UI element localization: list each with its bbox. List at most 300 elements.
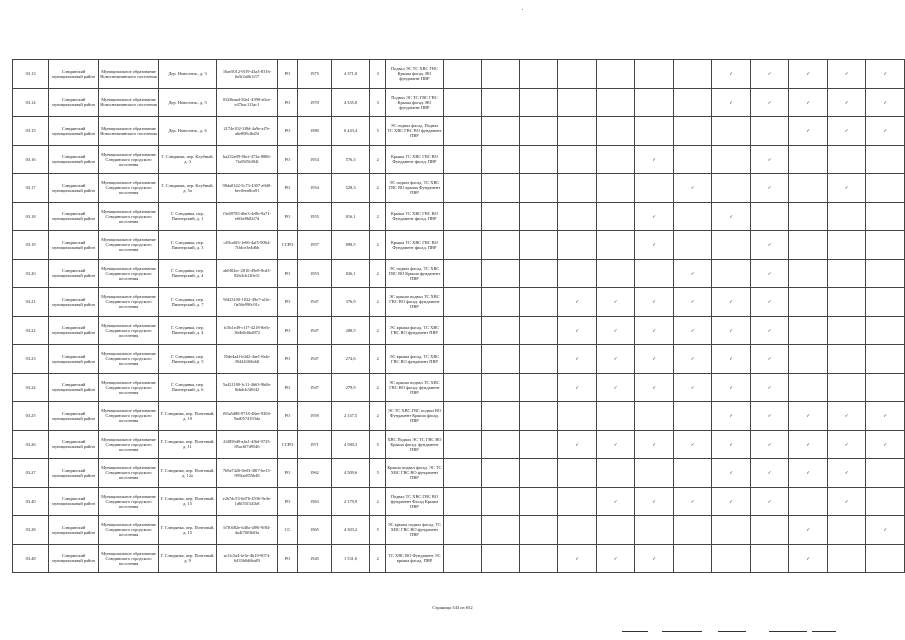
floors-cell: 3 <box>370 88 386 117</box>
empty-cell <box>443 202 481 231</box>
empty-cell <box>443 459 481 488</box>
check-mark-icon: ✓ <box>712 487 751 516</box>
check-mark-icon: ✓ <box>635 202 674 231</box>
check-mark-icon: ✓ <box>789 60 828 89</box>
empty-cell <box>827 316 866 345</box>
floors-cell: 2 <box>370 487 386 516</box>
check-mark-icon: ✓ <box>866 430 905 459</box>
empty-cell <box>827 373 866 402</box>
check-mark-icon: ✓ <box>789 544 828 573</box>
area-cell: 4 509,6 <box>332 459 370 488</box>
work-types-cell: ХВС Подвал ЭС ТС ГВС ВО Крыша фасад. фундамент ПВР <box>386 430 443 459</box>
row-code: 03.40 <box>13 487 49 516</box>
empty-cell <box>481 516 519 545</box>
floors-cell: 2 <box>370 402 386 431</box>
check-mark-icon: ✓ <box>712 430 751 459</box>
table-row <box>13 345 905 374</box>
empty-cell <box>443 373 481 402</box>
work-types-cell: ЭС крыша подвал фасад. ТС ХВС ГВС ВО фундамент ПВР <box>386 516 443 545</box>
empty-cell <box>596 402 635 431</box>
work-types-cell: ЭС подвал фасад. ТС ХВС ГВС ВО Крыша фундамент ПВР <box>386 259 443 288</box>
table-row <box>13 316 905 345</box>
check-mark-icon: ✓ <box>750 487 789 516</box>
check-mark-icon: ✓ <box>673 345 712 374</box>
floors-cell: 2 <box>370 174 386 203</box>
empty-cell <box>481 288 519 317</box>
empty-cell <box>866 231 905 260</box>
area-cell: 4 371,0 <box>332 60 370 89</box>
empty-cell <box>481 88 519 117</box>
empty-cell <box>443 402 481 431</box>
address-cell: Г. Слюдянка, пер. Почтовый, д. 11 <box>159 430 217 459</box>
empty-cell <box>481 459 519 488</box>
house-type-cell: PO <box>278 288 298 317</box>
address-cell: Дер. Новоснеж., д. 6 <box>159 117 217 146</box>
empty-cell <box>596 516 635 545</box>
row-code: 03.16 <box>13 145 49 174</box>
empty-cell <box>481 345 519 374</box>
empty-cell <box>520 288 558 317</box>
work-types-cell: ЭС ТС ХВС ГВС подвал ВО Фундамент Крыша фасад. ПВР <box>386 402 443 431</box>
empty-cell <box>443 430 481 459</box>
empty-cell <box>866 345 905 374</box>
empty-cell <box>558 174 597 203</box>
municipality-cell: Муниципальное образование Слюдянского городского поселения <box>98 487 158 516</box>
empty-cell <box>673 231 712 260</box>
empty-cell <box>789 202 828 231</box>
table-row <box>13 60 905 89</box>
area-cell: 6 443,4 <box>332 117 370 146</box>
address-cell: Г. Слюдянка, пер. Пионерский, д. 4 <box>159 259 217 288</box>
address-cell: Дер. Новоснеж., д. 5 <box>159 88 217 117</box>
empty-cell <box>789 373 828 402</box>
empty-cell <box>866 316 905 345</box>
empty-cell <box>866 174 905 203</box>
district-cell: Слюдянский муниципальный район <box>49 345 99 374</box>
check-mark-icon: ✓ <box>750 88 789 117</box>
house-id-cell: c49ca0f3-1e06-4af5-9064-7ffdce3e4d6b <box>216 231 277 260</box>
table-row <box>13 373 905 402</box>
empty-cell <box>673 402 712 431</box>
empty-cell <box>520 430 558 459</box>
district-cell: Слюдянский муниципальный район <box>49 202 99 231</box>
address-cell: Г. Слюдянка, пер. Пионерский, д. 4 <box>159 316 217 345</box>
municipality-cell: Муниципальное образование Слюдянского городского поселения <box>98 345 158 374</box>
empty-cell <box>635 459 674 488</box>
house-id-cell: 16ae5012-9f19-43a3-8316-0a5f2a0b1f17 <box>216 60 277 89</box>
table-row <box>13 402 905 431</box>
check-mark-icon: ✓ <box>635 544 674 573</box>
address-cell: Г. Слюдянка, пер. Пионерский, д. 1 <box>159 202 217 231</box>
empty-cell <box>789 288 828 317</box>
house-type-cell: PO <box>278 145 298 174</box>
empty-cell <box>520 544 558 573</box>
table-row <box>13 259 905 288</box>
check-mark-icon: ✓ <box>596 544 635 573</box>
work-types-cell: Подвал ЭС ТС ГВС ГВС Крыша фасад. ВО фундамент ПВР <box>386 88 443 117</box>
empty-cell <box>443 316 481 345</box>
check-mark-icon: ✓ <box>827 459 866 488</box>
empty-cell <box>443 145 481 174</box>
check-mark-icon: ✓ <box>712 316 751 345</box>
district-cell: Слюдянский муниципальный район <box>49 60 99 89</box>
empty-cell <box>827 259 866 288</box>
house-id-cell: 0328eaad-30a1-4398-a0ca-e47bac113ac1 <box>216 88 277 117</box>
empty-cell <box>520 259 558 288</box>
empty-cell <box>481 174 519 203</box>
house-type-cell: PO <box>278 459 298 488</box>
check-mark-icon: ✓ <box>558 316 597 345</box>
check-mark-icon: ✓ <box>750 402 789 431</box>
empty-cell <box>789 174 828 203</box>
work-types-cell: ТС ХВС ВО Фундамент ЭС крыша фасад. ПВР <box>386 544 443 573</box>
bottom-rule <box>662 631 702 632</box>
check-mark-icon: ✓ <box>789 430 828 459</box>
check-mark-icon: ✓ <box>635 316 674 345</box>
empty-cell <box>520 373 558 402</box>
check-mark-icon: ✓ <box>635 345 674 374</box>
empty-cell <box>673 117 712 146</box>
house-type-cell: PO <box>278 88 298 117</box>
house-type-cell: PO <box>278 544 298 573</box>
empty-cell <box>866 373 905 402</box>
floors-cell: 2 <box>370 145 386 174</box>
year-cell: 1955 <box>297 202 331 231</box>
check-mark-icon: ✓ <box>750 231 789 260</box>
floors-cell: 2 <box>370 316 386 345</box>
check-mark-icon: ✓ <box>558 288 597 317</box>
empty-cell <box>443 231 481 260</box>
area-cell: 279,9 <box>332 373 370 402</box>
check-mark-icon: ✓ <box>558 345 597 374</box>
floors-cell: 2 <box>370 202 386 231</box>
check-mark-icon: ✓ <box>866 402 905 431</box>
table-row <box>13 174 905 203</box>
empty-cell <box>558 60 597 89</box>
address-cell: Г. Слюдянка, пер. Клубный, д. 5а <box>159 174 217 203</box>
floors-cell: 5 <box>370 516 386 545</box>
floors-cell: 2 <box>370 231 386 260</box>
check-mark-icon: ✓ <box>596 316 635 345</box>
table-row <box>13 202 905 231</box>
empty-cell <box>712 174 751 203</box>
table-row <box>13 544 905 573</box>
check-mark-icon: ✓ <box>712 345 751 374</box>
work-types-cell: ЭС крыша подвал ТС ХВС ГВС ВО фасад. фундамент ПВР <box>386 288 443 317</box>
check-mark-icon: ✓ <box>558 430 597 459</box>
address-cell: Г. Слюдянка, пер. Почтовый, д. 15 <box>159 516 217 545</box>
empty-cell <box>558 259 597 288</box>
empty-cell <box>789 231 828 260</box>
empty-cell <box>481 373 519 402</box>
check-mark-icon: ✓ <box>635 288 674 317</box>
house-type-cell: PO <box>278 487 298 516</box>
house-id-cell: 98da0322-5c73-4307-a9d0-bec0eea8ca91 <box>216 174 277 203</box>
empty-cell <box>520 145 558 174</box>
year-cell: 1970 <box>297 88 331 117</box>
check-mark-icon: ✓ <box>750 459 789 488</box>
house-id-cell: f83a5d88-9718-48ae-9304-9ad0574193da <box>216 402 277 431</box>
district-cell: Слюдянский муниципальный район <box>49 459 99 488</box>
empty-cell <box>596 259 635 288</box>
empty-cell <box>866 487 905 516</box>
address-cell: Г. Слюдянка, пер. Почтовый, д. 10 <box>159 402 217 431</box>
check-mark-icon: ✓ <box>789 516 828 545</box>
house-type-cell: PO <box>278 174 298 203</box>
check-mark-icon: ✓ <box>827 430 866 459</box>
area-cell: 274,6 <box>332 345 370 374</box>
empty-cell <box>712 117 751 146</box>
check-mark-icon: ✓ <box>750 174 789 203</box>
district-cell: Слюдянский муниципальный район <box>49 316 99 345</box>
table-row <box>13 231 905 260</box>
district-cell: Слюдянский муниципальный район <box>49 174 99 203</box>
empty-cell <box>712 145 751 174</box>
check-mark-icon: ✓ <box>866 88 905 117</box>
municipality-cell: Муниципальное образование Слюдянского городского поселения <box>98 430 158 459</box>
work-types-cell: Подвал ТС ХВС ГВС ВО фундамент Фасад Крыша ПВР <box>386 487 443 516</box>
house-type-cell: PO <box>278 345 298 374</box>
empty-cell <box>635 259 674 288</box>
area-cell: 288,5 <box>332 316 370 345</box>
row-code: 03.23 <box>13 345 49 374</box>
municipality-cell: Муниципальное образование Новоснежнинского поселения <box>98 117 158 146</box>
municipality-cell: Муниципальное образование Слюдянского городского поселения <box>98 288 158 317</box>
district-cell: Слюдянский муниципальный район <box>49 516 99 545</box>
empty-cell <box>827 516 866 545</box>
house-id-cell: fc5b1e49-c1f7-4218-8efb-16db0c6bd872 <box>216 316 277 345</box>
row-code: 03.21 <box>13 288 49 317</box>
empty-cell <box>789 316 828 345</box>
empty-cell <box>673 60 712 89</box>
district-cell: Слюдянский муниципальный район <box>49 487 99 516</box>
year-cell: 1963 <box>297 487 331 516</box>
check-mark-icon: ✓ <box>673 373 712 402</box>
check-mark-icon: ✓ <box>866 516 905 545</box>
empty-cell <box>558 117 597 146</box>
empty-cell <box>596 459 635 488</box>
check-mark-icon: ✓ <box>789 459 828 488</box>
empty-cell <box>673 145 712 174</box>
check-mark-icon: ✓ <box>789 117 828 146</box>
empty-cell <box>481 231 519 260</box>
house-id-cell: 5a421180-fc11-4b63-9b6b-8ebdcb3f0f42 <box>216 373 277 402</box>
empty-cell <box>443 487 481 516</box>
address-cell: Г. Слюдянка, пер. Клубный, д. 3 <box>159 145 217 174</box>
year-cell: 1954 <box>297 174 331 203</box>
check-mark-icon: ✓ <box>673 288 712 317</box>
empty-cell <box>520 316 558 345</box>
floors-cell: 5 <box>370 117 386 146</box>
check-mark-icon: ✓ <box>750 373 789 402</box>
municipality-cell: Муниципальное образование Слюдянского городского поселения <box>98 459 158 488</box>
house-type-cell: CCPO <box>278 430 298 459</box>
address-cell: Г. Слюдянка, пер. Почтовый, д. 9 <box>159 544 217 573</box>
municipality-cell: Муниципальное образование Слюдянского городского поселения <box>98 145 158 174</box>
area-cell: 528,3 <box>332 174 370 203</box>
empty-cell <box>481 259 519 288</box>
check-mark-icon: ✓ <box>712 373 751 402</box>
work-types-cell: ЭС крыша подвал ТС ХВС ГВС ВО фасад. фундамент ПВР <box>386 373 443 402</box>
empty-cell <box>443 117 481 146</box>
check-mark-icon: ✓ <box>750 345 789 374</box>
empty-cell <box>443 544 481 573</box>
empty-cell <box>520 202 558 231</box>
check-mark-icon: ✓ <box>750 430 789 459</box>
empty-cell <box>596 231 635 260</box>
house-id-cell: 2f4856d0-a4a1-4f6d-9725-85ac6f7d9546 <box>216 430 277 459</box>
check-mark-icon: ✓ <box>712 459 751 488</box>
empty-cell <box>520 117 558 146</box>
empty-cell <box>866 145 905 174</box>
empty-cell <box>558 487 597 516</box>
area-cell: 816,1 <box>332 202 370 231</box>
work-types-cell: ЭС крыша фасад. ТС ХВС ГВС ВО фундамент ПВР <box>386 345 443 374</box>
empty-cell <box>481 430 519 459</box>
empty-cell <box>673 202 712 231</box>
area-cell: 376,9 <box>332 288 370 317</box>
empty-cell <box>827 544 866 573</box>
municipality-cell: Муниципальное образование Слюдянского городского поселения <box>98 316 158 345</box>
empty-cell <box>520 516 558 545</box>
municipality-cell: Муниципальное образование Слюдянского городского поселения <box>98 231 158 260</box>
row-code: 03.25 <box>13 402 49 431</box>
empty-cell <box>558 459 597 488</box>
check-mark-icon: ✓ <box>789 402 828 431</box>
area-cell: 4 303,2 <box>332 516 370 545</box>
empty-cell <box>520 231 558 260</box>
empty-cell <box>635 88 674 117</box>
empty-cell <box>750 117 789 146</box>
year-cell: 1971 <box>297 430 331 459</box>
empty-cell <box>520 345 558 374</box>
district-cell: Слюдянский муниципальный район <box>49 288 99 317</box>
empty-cell <box>635 174 674 203</box>
row-code: 03.48 <box>13 544 49 573</box>
empty-cell <box>673 544 712 573</box>
empty-cell <box>827 145 866 174</box>
empty-cell <box>866 259 905 288</box>
empty-cell <box>520 88 558 117</box>
check-mark-icon: ✓ <box>558 544 597 573</box>
house-type-cell: PO <box>278 259 298 288</box>
empty-cell <box>596 88 635 117</box>
check-mark-icon: ✓ <box>558 373 597 402</box>
house-id-cell: 55de4a4f-b3d2-4ae1-8afe-394443f66d4f <box>216 345 277 374</box>
row-code: 03.19 <box>13 231 49 260</box>
table-row <box>13 516 905 545</box>
empty-cell <box>558 145 597 174</box>
table-row <box>13 145 905 174</box>
empty-cell <box>443 288 481 317</box>
row-code: 03.24 <box>13 373 49 402</box>
area-cell: 826,1 <box>332 259 370 288</box>
area-cell: 2 179,9 <box>332 487 370 516</box>
bottom-rule <box>622 631 648 632</box>
table-row <box>13 288 905 317</box>
year-cell: 1945 <box>297 544 331 573</box>
check-mark-icon: ✓ <box>596 288 635 317</box>
empty-cell <box>596 174 635 203</box>
year-cell: 1975 <box>297 60 331 89</box>
municipality-cell: Муниципальное образование Слюдянского городского поселения <box>98 544 158 573</box>
check-mark-icon: ✓ <box>866 117 905 146</box>
year-cell: 1962 <box>297 459 331 488</box>
floors-cell: 5 <box>370 430 386 459</box>
empty-cell <box>558 231 597 260</box>
empty-cell <box>866 544 905 573</box>
check-mark-icon: ✓ <box>827 117 866 146</box>
empty-cell <box>481 145 519 174</box>
table-row <box>13 430 905 459</box>
empty-cell <box>712 259 751 288</box>
empty-cell <box>635 117 674 146</box>
empty-cell <box>596 202 635 231</box>
house-type-cell: PO <box>278 60 298 89</box>
row-code: 03.26 <box>13 430 49 459</box>
empty-cell <box>481 117 519 146</box>
area-cell: 4 580,3 <box>332 430 370 459</box>
empty-cell <box>789 259 828 288</box>
empty-cell <box>673 88 712 117</box>
municipality-cell: Муниципальное образование Слюдянского городского поселения <box>98 516 158 545</box>
row-code: 03.27 <box>13 459 49 488</box>
check-mark-icon: ✓ <box>673 430 712 459</box>
house-type-cell: CCPO <box>278 231 298 260</box>
house-id-cell: e2b7dc53-6d76-4536-9e4e-1d6f55f341b8 <box>216 487 277 516</box>
empty-cell <box>827 202 866 231</box>
check-mark-icon: ✓ <box>827 487 866 516</box>
empty-cell <box>635 60 674 89</box>
check-mark-icon: ✓ <box>673 259 712 288</box>
year-cell: 1954 <box>297 145 331 174</box>
check-mark-icon: ✓ <box>750 259 789 288</box>
floors-cell: 2 <box>370 345 386 374</box>
empty-cell <box>827 288 866 317</box>
municipality-cell: Муниципальное образование Слюдянского городского поселения <box>98 373 158 402</box>
empty-cell <box>673 516 712 545</box>
empty-cell <box>481 544 519 573</box>
check-mark-icon: ✓ <box>635 487 674 516</box>
empty-cell <box>481 60 519 89</box>
year-cell: 1980 <box>297 117 331 146</box>
bottom-rule <box>718 631 746 632</box>
empty-cell <box>558 88 597 117</box>
empty-cell <box>520 487 558 516</box>
check-mark-icon: ✓ <box>596 373 635 402</box>
check-mark-icon: ✓ <box>673 316 712 345</box>
empty-cell <box>712 516 751 545</box>
empty-cell <box>520 402 558 431</box>
check-mark-icon: ✓ <box>827 402 866 431</box>
empty-cell <box>481 202 519 231</box>
empty-cell <box>558 202 597 231</box>
empty-cell <box>866 459 905 488</box>
check-mark-icon: ✓ <box>789 88 828 117</box>
empty-cell <box>712 544 751 573</box>
district-cell: Слюдянский муниципальный район <box>49 430 99 459</box>
floors-cell: 2 <box>370 259 386 288</box>
year-cell: 1947 <box>297 345 331 374</box>
floors-cell: 2 <box>370 288 386 317</box>
district-cell: Слюдянский муниципальный район <box>49 373 99 402</box>
table-row <box>13 459 905 488</box>
empty-cell <box>558 516 597 545</box>
check-mark-icon: ✓ <box>635 231 674 260</box>
year-cell: 1953 <box>297 259 331 288</box>
work-types-cell: ЭС подвал фасад. Подвал ТС ХВС ГВС ВО фундамент ПВР <box>386 117 443 146</box>
scan-speck <box>522 9 523 10</box>
